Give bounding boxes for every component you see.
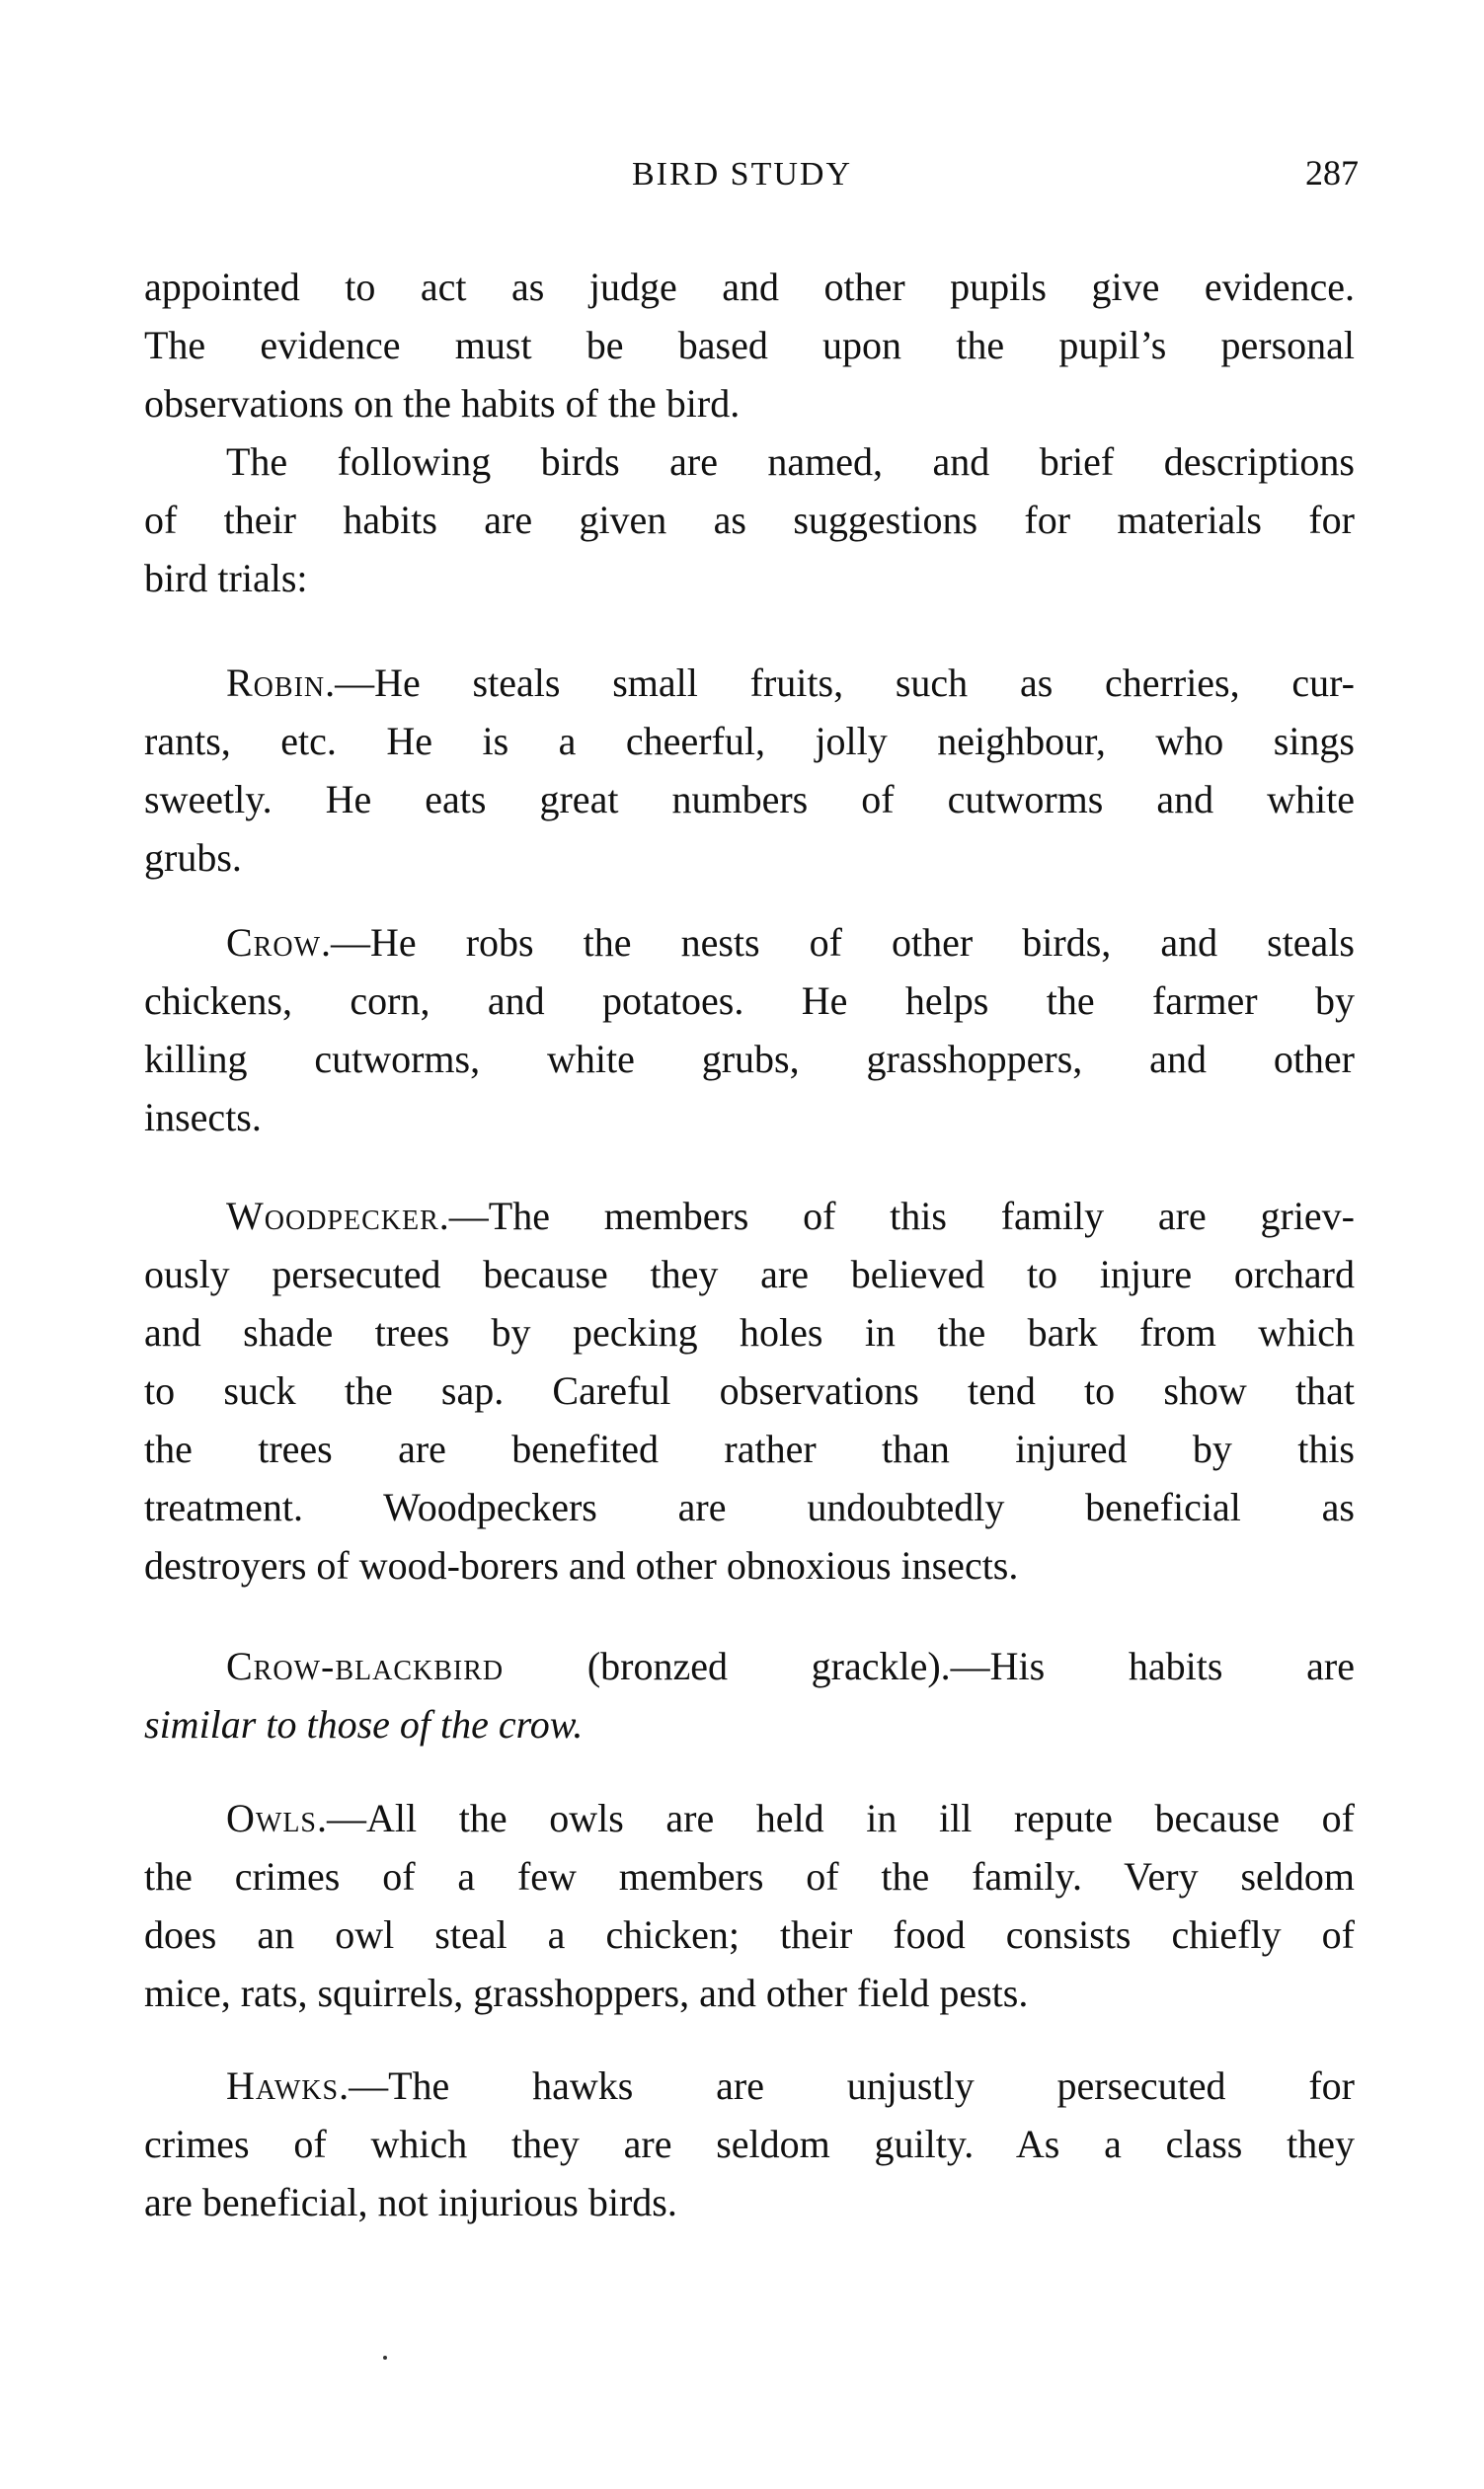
running-head: BIRD STUDY <box>631 156 853 193</box>
bird-name: Crow <box>226 920 322 965</box>
entry-first-line <box>144 913 1355 972</box>
text-line: does an owl steal a chicken; their food consists chiefly of <box>144 1912 1355 1957</box>
text-line: chickens, corn, and potatoes. He helps the farmer by <box>144 978 1355 1023</box>
text-line: killing cutworms, white grubs, grasshoppers, and other <box>144 1037 1355 1081</box>
text-line: of their habits are given as suggestions for materials for <box>144 498 1355 542</box>
text-line: The evidence must be based upon the pupil’s personal <box>144 323 1355 367</box>
entry-first-line <box>144 1187 1355 1245</box>
text-line: the trees are benefited rather than injured by this <box>144 1427 1355 1471</box>
text-line: ously persecuted because they are believed to injure orchard <box>144 1252 1355 1296</box>
bird-entry-crow <box>144 913 1355 1146</box>
entry-text: .—The hawks are unjustly persecuted for <box>339 2063 1355 2108</box>
bird-entry-crow-blackbird <box>144 1637 1355 1753</box>
bird-name: Hawks <box>226 2063 340 2108</box>
text-line: appointed to act as judge and other pupils give evidence. <box>144 265 1355 309</box>
text-line: are beneficial, not injurious birds. <box>144 2180 677 2224</box>
intro-paragraph <box>144 258 1355 432</box>
text-line: sweetly. He eats great numbers of cutworms and white <box>144 777 1355 821</box>
text-line: insects. <box>144 1095 262 1139</box>
entry-text: .—He robs the nests of other birds, and steals <box>321 920 1355 965</box>
page-number: 287 <box>1305 153 1359 193</box>
text-line: the crimes of a few members of the family. Very seldom <box>144 1854 1355 1899</box>
entry-first-line <box>144 1637 1355 1695</box>
entry-first-line <box>144 2057 1355 2115</box>
entry-text: .—All the owls are held in ill repute because of <box>317 1796 1355 1840</box>
text-line: similar to those of the crow. <box>144 1702 584 1747</box>
bird-entry-woodpecker <box>144 1187 1355 1595</box>
text-line: observations on the habits of the bird. <box>144 381 741 426</box>
text-line: and shade trees by pecking holes in the bark from which <box>144 1310 1355 1355</box>
scan-speck <box>383 2356 387 2360</box>
entry-text: .—The members of this family are griev- <box>438 1194 1355 1238</box>
bird-name: Woodpecker <box>226 1194 439 1238</box>
bird-name: Owls <box>226 1796 317 1840</box>
text-line: rants, etc. He is a cheerful, jolly neighbour, who sings <box>144 719 1355 763</box>
entry-text: (bronzed grackle).—His habits are <box>504 1644 1355 1688</box>
entry-first-line <box>144 654 1355 712</box>
bird-entry-owls <box>144 1789 1355 2022</box>
text-line: to suck the sap. Careful observations tend to show that <box>144 1368 1355 1413</box>
text-line: mice, rats, squirrels, grasshoppers, and other field pests. <box>144 1971 1029 2015</box>
text-line: treatment. Woodpeckers are undoubtedly beneficial as <box>144 1485 1355 1529</box>
bird-name: Crow-blackbird <box>226 1644 505 1688</box>
entry-first-line <box>144 1789 1355 1847</box>
bird-name: Robin <box>226 661 326 705</box>
entry-text: .—He steals small fruits, such as cherries, cur- <box>325 661 1355 705</box>
text-line: grubs. <box>144 835 242 880</box>
text-line: destroyers of wood-borers and other obnoxious insects. <box>144 1543 1019 1588</box>
text-line: crimes of which they are seldom guilty. As a class they <box>144 2122 1355 2166</box>
bird-entry-robin <box>144 654 1355 887</box>
intro-paragraph <box>144 432 1355 607</box>
bird-entry-hawks <box>144 2057 1355 2231</box>
text-line: bird trials: <box>144 556 308 600</box>
text-line: The following birds are named, and brief descriptions <box>226 439 1355 484</box>
